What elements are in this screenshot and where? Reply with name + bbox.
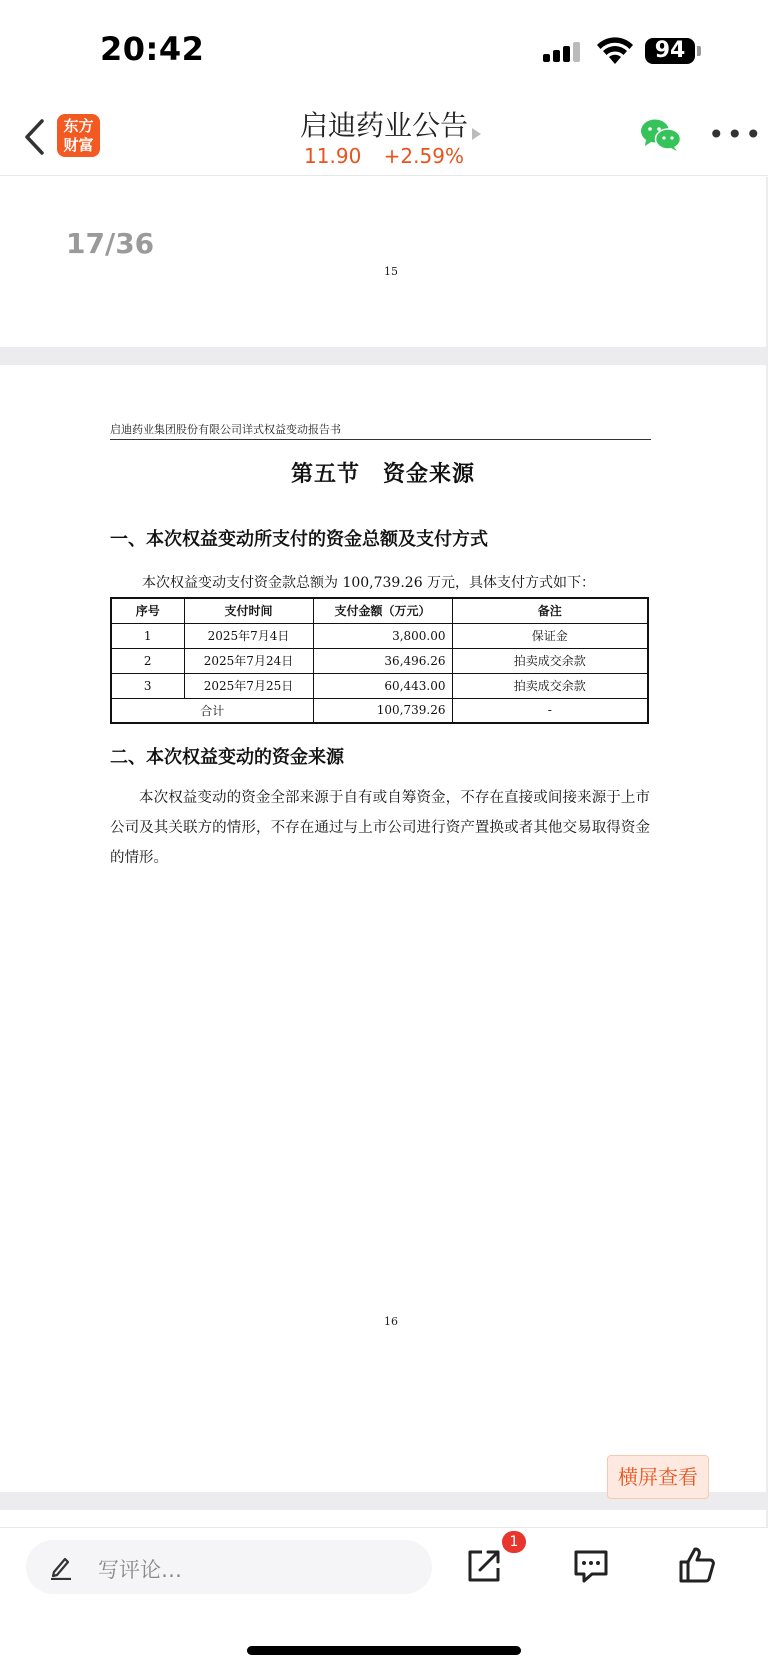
stock-change: +2.59% <box>383 144 464 168</box>
wechat-share-icon[interactable] <box>640 118 682 152</box>
document-viewer[interactable] <box>0 177 768 1527</box>
play-triangle-icon <box>472 128 481 140</box>
next-page <box>0 1510 766 1527</box>
status-time: 20:42 <box>100 30 205 68</box>
col-header-index: 序号 <box>111 598 184 623</box>
nav-header <box>0 100 768 176</box>
table-row <box>111 623 648 648</box>
table-total-row <box>111 698 648 723</box>
previous-page <box>0 177 766 347</box>
logo-line-1: 东方 <box>63 117 94 135</box>
col-header-note: 备注 <box>452 598 648 623</box>
stock-price: 11.90 <box>304 144 362 168</box>
cell-amount: 3,800.00 <box>313 623 452 648</box>
wifi-icon <box>597 36 633 66</box>
current-page <box>0 365 766 1492</box>
cell-date: 2025年7月25日 <box>184 673 313 698</box>
cell-note: 拍卖成交余款 <box>452 648 648 673</box>
battery-cap-icon <box>697 46 701 56</box>
share-count-badge: 1 <box>502 1531 526 1553</box>
share-icon[interactable] <box>466 1548 502 1584</box>
col-header-amount: 支付金额（万元） <box>313 598 452 623</box>
status-bar <box>0 0 768 100</box>
cellular-signal-icon <box>543 42 583 62</box>
table-row <box>111 648 648 673</box>
pencil-icon <box>48 1554 74 1580</box>
fund-source-paragraph: 本次权益变动的资金全部来源于自有或自筹资金，不存在直接或间接来源于上市公司及其关联方的情形，不存在通过与上市公司进行资产置换或者其他交易取得资金的情形。 <box>110 790 650 866</box>
payment-intro-text: 本次权益变动支付资金款总额为 100,739.26 万元，具体支付方式如下： <box>142 575 596 591</box>
battery-indicator: 94 <box>645 38 695 64</box>
logo-line-2: 财富 <box>63 136 94 154</box>
cell-amount: 36,496.26 <box>313 648 452 673</box>
total-note: - <box>452 698 648 723</box>
heading-fund-source: 二、本次权益变动的资金来源 <box>110 747 344 768</box>
table-header-row <box>111 598 648 623</box>
thumbs-up-icon[interactable] <box>678 1546 716 1584</box>
cell-index: 3 <box>111 673 184 698</box>
landscape-view-button[interactable]: 横屏查看 <box>607 1455 709 1499</box>
total-amount: 100,739.26 <box>313 698 452 723</box>
comment-placeholder: 写评论… <box>98 1558 182 1582</box>
home-indicator <box>247 1646 521 1655</box>
cell-amount: 60,443.00 <box>313 673 452 698</box>
page-indicator: 17/36 <box>66 227 155 260</box>
document-running-header: 启迪药业集团股份有限公司详式权益变动报告书 <box>110 421 651 440</box>
cell-index: 2 <box>111 648 184 673</box>
heading-payment-method: 一、本次权益变动所支付的资金总额及支付方式 <box>110 529 488 550</box>
comment-input[interactable] <box>26 1540 432 1594</box>
table-row <box>111 673 648 698</box>
cell-index: 1 <box>111 623 184 648</box>
page-title: 启迪药业公告 <box>299 109 468 142</box>
comments-icon[interactable] <box>572 1548 610 1584</box>
total-label: 合计 <box>111 698 313 723</box>
page-number: 16 <box>384 1315 398 1328</box>
more-options-icon[interactable]: ••• <box>708 118 764 151</box>
cell-date: 2025年7月4日 <box>184 623 313 648</box>
section-title: 第五节 资金来源 <box>290 462 475 487</box>
payment-table <box>110 597 649 724</box>
cell-note: 保证金 <box>452 623 648 648</box>
cell-date: 2025年7月24日 <box>184 648 313 673</box>
cell-note: 拍卖成交余款 <box>452 673 648 698</box>
previous-page-number: 15 <box>384 265 398 278</box>
bottom-action-bar <box>0 1527 768 1665</box>
col-header-date: 支付时间 <box>184 598 313 623</box>
